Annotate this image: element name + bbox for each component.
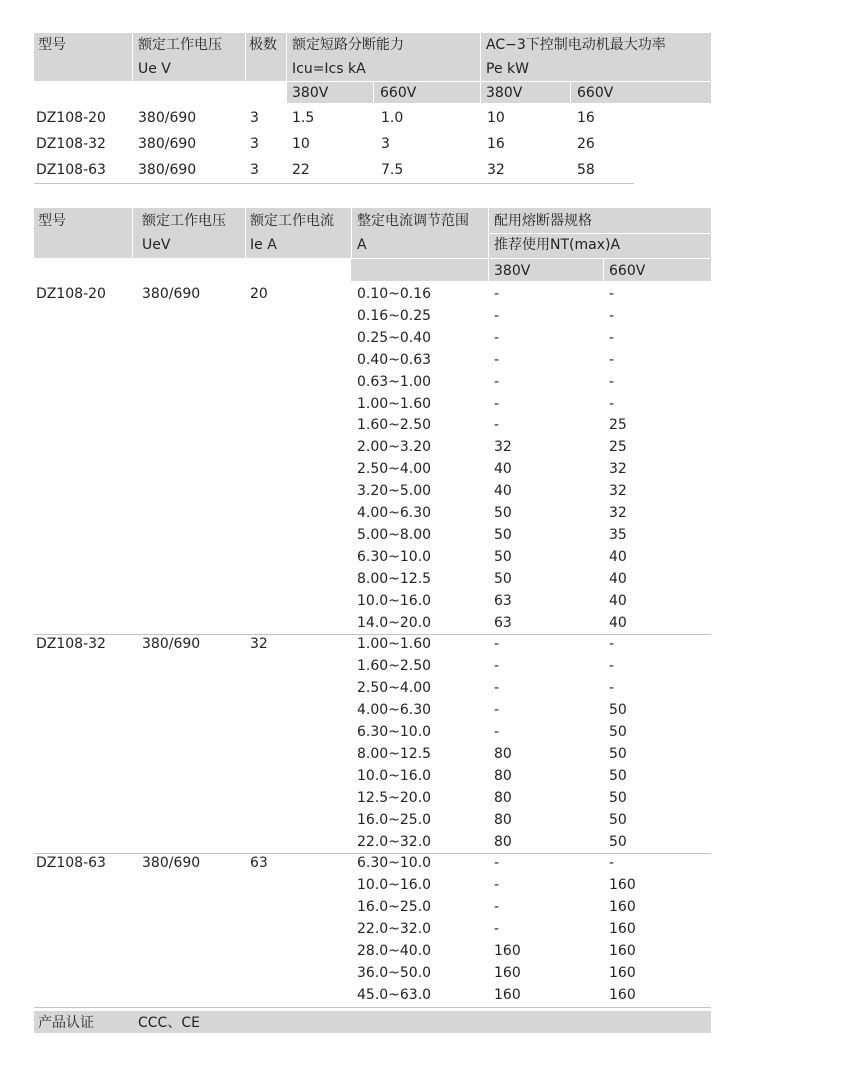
t2-cell-f380: 32 <box>494 439 512 455</box>
t2-cell-range: 0.10~0.16 <box>357 286 432 302</box>
t1-cell-pe660: 26 <box>577 136 595 152</box>
t2-cell-f380: 50 <box>494 505 512 521</box>
t2-cell-f380: - <box>494 877 500 893</box>
t1-header-voltage-unit: Ue V <box>138 61 171 77</box>
t2-cell-f660: 25 <box>609 439 627 455</box>
t2-cell-range: 4.00~6.30 <box>357 702 432 718</box>
t2-cell-range: 45.0~63.0 <box>357 987 432 1003</box>
t2-cell-f380: - <box>494 396 500 412</box>
t2-cell-f380: - <box>494 330 500 346</box>
t2-cell-range: 22.0~32.0 <box>357 921 432 937</box>
t2-cell-range: 12.5~20.0 <box>357 790 432 806</box>
t2-cell-f660: 32 <box>609 461 627 477</box>
t1-cell-pe380: 10 <box>487 110 505 126</box>
t2-header-fuse-unit: 推荐使用NT(max)A <box>494 237 621 253</box>
t2-sub-660: 660V <box>609 263 646 279</box>
t2-cell-f660: 50 <box>609 812 627 828</box>
t2-header-voltage-unit: UeV <box>142 237 171 253</box>
t2-cell-range: 0.40~0.63 <box>357 352 432 368</box>
t1-cell-icu380: 22 <box>292 162 310 178</box>
t2-cell-range: 16.0~25.0 <box>357 812 432 828</box>
t2-cell-f380: 63 <box>494 615 512 631</box>
t2-cell-f660: 50 <box>609 702 627 718</box>
t2-cell-f380: - <box>494 658 500 674</box>
group-divider <box>34 634 711 635</box>
group-divider <box>34 1007 711 1008</box>
t2-cell-range: 4.00~6.30 <box>357 505 432 521</box>
t2-cell-range: 36.0~50.0 <box>357 965 432 981</box>
t1-bottom-rule <box>34 183 634 184</box>
t1-cell-ue: 380/690 <box>138 162 197 178</box>
certification-label: 产品认证 <box>38 1015 94 1031</box>
t2-cell-f380: 80 <box>494 746 512 762</box>
t2-cell-range: 0.63~1.00 <box>357 374 432 390</box>
t2-cell-f380: 80 <box>494 812 512 828</box>
t2-cell-f660: - <box>609 658 615 674</box>
t2-cell-f380: - <box>494 921 500 937</box>
t2-cell-range: 1.00~1.60 <box>357 396 432 412</box>
t2-cell-range: 0.25~0.40 <box>357 330 432 346</box>
t2-header-current: 额定工作电流 <box>250 213 334 229</box>
t2-cell-f380: 63 <box>494 593 512 609</box>
t2-cell-range: 22.0~32.0 <box>357 834 432 850</box>
t1-sub-pe-660: 660V <box>577 85 614 101</box>
t2-cell-f660: 160 <box>609 921 636 937</box>
t2-cell-f380: - <box>494 680 500 696</box>
t2-cell-f380: 50 <box>494 549 512 565</box>
t2-group-ie: 63 <box>250 855 268 871</box>
t2-cell-range: 10.0~16.0 <box>357 877 432 893</box>
t2-cell-range: 5.00~8.00 <box>357 527 432 543</box>
t2-cell-f380: 80 <box>494 790 512 806</box>
t1-cell-model: DZ108-63 <box>36 162 106 178</box>
t2-header-range: 整定电流调节范围 <box>357 213 469 229</box>
t1-header-breaking-unit: Icu=Ics kA <box>292 61 366 77</box>
t2-cell-f380: - <box>494 286 500 302</box>
t2-cell-range: 1.60~2.50 <box>357 417 432 433</box>
t2-cell-f380: 160 <box>494 965 521 981</box>
t2-cell-f660: 35 <box>609 527 627 543</box>
t1-cell-icu380: 1.5 <box>292 110 315 126</box>
t2-cell-f380: - <box>494 855 500 871</box>
t2-header-fuse: 配用熔断器规格 <box>494 213 592 229</box>
t2-cell-range: 10.0~16.0 <box>357 768 432 784</box>
t2-cell-range: 14.0~20.0 <box>357 615 432 631</box>
t2-sub-380: 380V <box>494 263 531 279</box>
t2-cell-f660: 160 <box>609 943 636 959</box>
t2-group-model: DZ108-20 <box>36 286 106 302</box>
t2-header-model: 型号 <box>38 213 66 229</box>
t2-header-current-unit: Ie A <box>250 237 277 253</box>
t1-cell-pe660: 16 <box>577 110 595 126</box>
t2-cell-range: 6.30~10.0 <box>357 855 432 871</box>
t2-cell-f660: 160 <box>609 899 636 915</box>
t2-cell-range: 10.0~16.0 <box>357 593 432 609</box>
t1-cell-pe660: 58 <box>577 162 595 178</box>
t2-cell-f660: 32 <box>609 505 627 521</box>
t1-cell-pe380: 16 <box>487 136 505 152</box>
t2-cell-range: 2.50~4.00 <box>357 680 432 696</box>
t1-header-breaking: 额定短路分断能力 <box>292 37 404 53</box>
t2-cell-range: 16.0~25.0 <box>357 899 432 915</box>
t1-header-power-unit: Pe kW <box>486 61 529 77</box>
t1-cell-model: DZ108-20 <box>36 110 106 126</box>
t1-header-power: AC−3下控制电动机最大功率 <box>486 37 666 53</box>
certification-bg <box>34 1011 711 1033</box>
t1-sub-icu-660: 660V <box>380 85 417 101</box>
certification-value: CCC、CE <box>138 1015 200 1031</box>
t2-cell-f660: - <box>609 636 615 652</box>
t1-cell-pe380: 32 <box>487 162 505 178</box>
t2-cell-range: 6.30~10.0 <box>357 549 432 565</box>
t1-cell-icu660: 7.5 <box>381 162 404 178</box>
t2-cell-f380: 80 <box>494 834 512 850</box>
t1-cell-poles: 3 <box>250 162 259 178</box>
t2-group-model: DZ108-63 <box>36 855 106 871</box>
t2-cell-f380: 40 <box>494 483 512 499</box>
t2-cell-f380: 40 <box>494 461 512 477</box>
t2-cell-range: 2.00~3.20 <box>357 439 432 455</box>
t2-group-ue: 380/690 <box>142 855 201 871</box>
t2-cell-f380: 50 <box>494 527 512 543</box>
t2-cell-f660: 40 <box>609 593 627 609</box>
t2-cell-range: 1.60~2.50 <box>357 658 432 674</box>
t2-cell-f380: 80 <box>494 768 512 784</box>
t2-subheader-bg <box>351 259 711 281</box>
t2-cell-range: 6.30~10.0 <box>357 724 432 740</box>
t2-group-ue: 380/690 <box>142 286 201 302</box>
t2-cell-f380: 160 <box>494 987 521 1003</box>
t2-cell-f660: - <box>609 396 615 412</box>
t2-cell-f660: - <box>609 352 615 368</box>
group-divider <box>34 853 711 854</box>
t2-cell-f660: 40 <box>609 615 627 631</box>
t2-header-range-unit: A <box>357 237 367 253</box>
t2-cell-f660: 32 <box>609 483 627 499</box>
t2-cell-f660: 50 <box>609 746 627 762</box>
t1-header-voltage: 额定工作电压 <box>138 37 222 53</box>
t2-cell-f380: 160 <box>494 943 521 959</box>
t1-cell-poles: 3 <box>250 136 259 152</box>
t2-cell-range: 8.00~12.5 <box>357 746 432 762</box>
t2-cell-range: 0.16~0.25 <box>357 308 432 324</box>
t2-cell-range: 2.50~4.00 <box>357 461 432 477</box>
t2-cell-f660: - <box>609 374 615 390</box>
t2-cell-f380: - <box>494 702 500 718</box>
t2-cell-range: 3.20~5.00 <box>357 483 432 499</box>
t2-cell-f380: - <box>494 374 500 390</box>
t2-cell-f660: 40 <box>609 549 627 565</box>
t1-sub-icu-380: 380V <box>292 85 329 101</box>
t2-cell-f660: - <box>609 680 615 696</box>
t1-cell-icu660: 1.0 <box>381 110 404 126</box>
t2-header-voltage: 额定工作电压 <box>142 213 226 229</box>
t2-cell-f660: 160 <box>609 987 636 1003</box>
t2-group-ie: 32 <box>250 636 268 652</box>
t1-cell-model: DZ108-32 <box>36 136 106 152</box>
t2-cell-f380: - <box>494 417 500 433</box>
t1-cell-ue: 380/690 <box>138 110 197 126</box>
t2-cell-range: 8.00~12.5 <box>357 571 432 587</box>
t2-cell-f660: 50 <box>609 724 627 740</box>
t2-cell-f660: 40 <box>609 571 627 587</box>
t2-cell-f380: - <box>494 724 500 740</box>
t1-cell-ue: 380/690 <box>138 136 197 152</box>
t2-cell-f660: 50 <box>609 790 627 806</box>
t2-cell-f660: - <box>609 308 615 324</box>
t2-group-ue: 380/690 <box>142 636 201 652</box>
t1-sub-pe-380: 380V <box>486 85 523 101</box>
t2-cell-f660: 50 <box>609 834 627 850</box>
t2-cell-f380: 50 <box>494 571 512 587</box>
t2-cell-f380: - <box>494 308 500 324</box>
t2-cell-range: 28.0~40.0 <box>357 943 432 959</box>
t2-cell-f660: - <box>609 330 615 346</box>
t2-cell-f660: 160 <box>609 965 636 981</box>
t1-cell-icu660: 3 <box>381 136 390 152</box>
t2-cell-f660: - <box>609 286 615 302</box>
t2-group-ie: 20 <box>250 286 268 302</box>
t2-group-model: DZ108-32 <box>36 636 106 652</box>
t2-cell-f380: - <box>494 636 500 652</box>
t2-cell-f380: - <box>494 352 500 368</box>
t2-cell-f660: 160 <box>609 877 636 893</box>
t1-header-poles: 极数 <box>249 37 277 53</box>
t2-cell-f660: 50 <box>609 768 627 784</box>
t1-cell-icu380: 10 <box>292 136 310 152</box>
t2-cell-range: 1.00~1.60 <box>357 636 432 652</box>
t2-cell-f380: - <box>494 899 500 915</box>
t1-header-model: 型号 <box>38 37 66 53</box>
t2-cell-f660: - <box>609 855 615 871</box>
t2-cell-f660: 25 <box>609 417 627 433</box>
t1-cell-poles: 3 <box>250 110 259 126</box>
